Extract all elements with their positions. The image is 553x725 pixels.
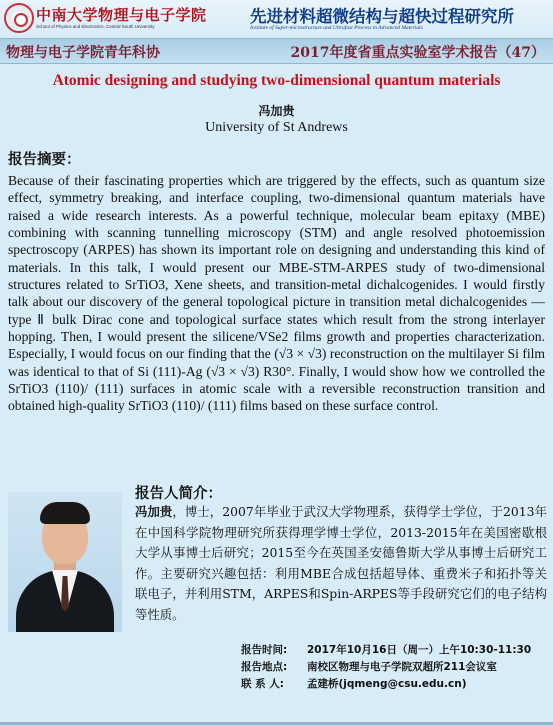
photo-hair <box>40 502 90 524</box>
info-place-row <box>241 659 531 676</box>
institute-name: 先进材料超微结构与超快过程研究所 <box>250 7 514 26</box>
banner-series: 2017年度省重点实验室学术报告（47） <box>290 45 545 61</box>
contact-value: 孟建桥(jqmeng@csu.edu.cn) <box>307 678 467 690</box>
institute-english-name: Institute of Super-microstructure and Ultrafast Process in Advanced Materials <box>250 25 423 31</box>
speaker-affiliation: University of St Andrews <box>205 120 348 135</box>
university-name: 中南大学物理与电子学院 <box>36 6 207 24</box>
info-time-row <box>241 642 531 659</box>
speaker-name: 冯加贵 <box>258 104 295 118</box>
banner <box>0 38 553 64</box>
abstract-text: Because of their fascinating properties which are triggered by the effects, such as quantum size effect, symmetry breaking, and interface coupling, two-dimensional quantum materials have raised a wide research interests. As a powerful technique, molecular beam epitaxy (MBE) combining with scanning tunnelling microscopy (STM) and angle resolved photoemission spectroscopy (ARPES) has shown its important role on designing and understanding this kind of materials. In this talk, I would present our MBE-STM-ARPES study of two-dimensional structures related to SrTiO3, Xene sheets, and transition-metal dichalcogenides. I would firstly talk about our discovery of the general topological picture in transition metal dichalcogenides — type Ⅱ bulk Dirac cone and topological surface states which result from the strong interlayer hopping. Then, I would present the silicene/VSe2 films growth and properties characterization. Especially, I would focus on our finding that the (√3 × √3) reconstruction on the multilayer Si film was identical to that of Si (111)-Ag (√3 × √3) R30°. Finally, I would show how we controlled the SrTiO3 (110)/ (111) surfaces in atomic scale with a reversible reconstruction transition and obtained high-quality SrTiO3 (110)/ (111) films based on these surface control. <box>8 173 545 414</box>
contact-label: 联 系 人: <box>241 678 285 690</box>
university-english-name: School of Physics and Electronics, Central South University <box>36 24 155 29</box>
bio-name: 冯加贵 <box>135 504 173 519</box>
place-label: 报告地点: <box>241 661 288 673</box>
bio-body: ，博士，2007年毕业于武汉大学物理系，获得学士学位，于2013年在中国科学院物理研究所获得理学博士学位，2013-2015年在美国密歇根大学从事博士后研究；2015至今在英国圣安德鲁斯大学从事博士后研究工作。主要研究兴趣包括：利用MBE合成包括超导体、重费米子和拓扑等关联电子，并利用STM，ARPES和Spin-ARPES等手段研究它们的电子结构等性质。 <box>135 504 548 622</box>
info-contact-row <box>241 676 531 693</box>
bio-text <box>135 502 547 625</box>
time-value: 2017年10月16日（周一）上午10:30-11:30 <box>307 644 532 656</box>
header <box>0 0 553 38</box>
bio-heading: 报告人简介： <box>135 486 222 502</box>
talk-title: Atomic designing and studying two-dimensional quantum materials <box>52 72 501 89</box>
place-value: 南校区物理与电子学院双超所211会议室 <box>307 661 497 673</box>
time-label: 报告时间: <box>241 644 288 656</box>
banner-organizer: 物理与电子学院青年科协 <box>6 45 160 61</box>
university-logo <box>4 3 34 33</box>
abstract-heading: 报告摘要： <box>8 152 81 168</box>
talk-info <box>241 642 531 693</box>
speaker-photo <box>8 492 122 632</box>
